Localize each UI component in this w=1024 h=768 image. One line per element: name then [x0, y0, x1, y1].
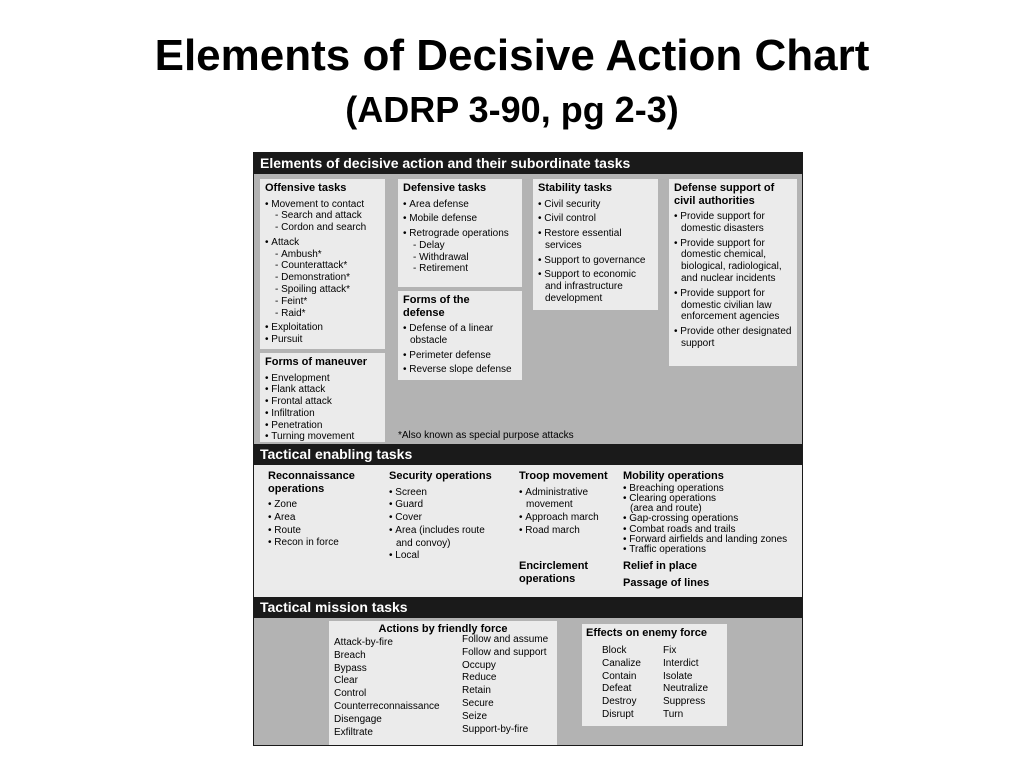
chart-header: Elements of decisive action and their subordinate tasks — [254, 153, 802, 174]
list-item: • Recon in force — [268, 537, 378, 550]
passage-of-lines-title: Passage of lines — [623, 576, 710, 589]
list-item: Interdict — [663, 657, 699, 669]
list-item: • Gap-crossing operations — [623, 514, 799, 524]
list-item: Retain — [462, 685, 491, 697]
list-item: • Frontal attack — [265, 396, 380, 408]
list-item: Turn — [663, 708, 684, 720]
list-item: Attack-by-fire — [334, 637, 393, 648]
enemy-force-title: Effects on enemy force — [586, 627, 708, 639]
list-item: Fix — [663, 645, 677, 656]
list-item: Disengage — [334, 713, 382, 725]
list-item: Seize — [462, 710, 488, 722]
list-item: • Road march — [519, 525, 619, 538]
list-item: • Area (includes route and convoy) — [389, 525, 492, 551]
list-item: Contain — [602, 670, 637, 682]
list-item: Breach — [334, 649, 366, 661]
list-item: • Movement to contact - Search and attack - Cordon and search — [265, 199, 380, 234]
tactical-mission-header: Tactical mission tasks — [254, 597, 802, 618]
list-item: • Attack - Ambush* - Counterattack* - Demonstration* - Spoiling attack* - Feint* - Raid* — [265, 237, 380, 320]
list-item: Reduce — [462, 672, 497, 684]
list-item: Follow and support — [462, 646, 547, 658]
relief-passage-group — [623, 560, 773, 593]
list-item: • Guard — [389, 499, 511, 512]
list-item: • Envelopment — [265, 373, 380, 385]
list-item: Follow and assume — [462, 634, 549, 645]
list-item: Control — [334, 688, 367, 700]
forms-of-maneuver-box — [260, 353, 385, 442]
list-item: • Local — [389, 550, 511, 563]
friendly-force-column-1 — [334, 637, 452, 739]
security-operations-group — [389, 470, 511, 563]
list-item: • Infiltration — [265, 408, 380, 420]
encirclement-operations-title: Encirclement operations — [519, 560, 589, 585]
stability-tasks-title: Stability tasks — [538, 182, 612, 194]
defensive-tasks-title: Defensive tasks — [403, 182, 487, 194]
list-item: • Screen — [389, 487, 511, 500]
tactical-enabling-band — [254, 465, 802, 597]
defensive-tasks-box — [398, 179, 522, 287]
troop-movement-title: Troop movement — [519, 470, 608, 482]
list-item: • Retrograde operations - Delay - Withdrawal - Retirement — [403, 228, 517, 275]
list-item: • Provide support for domestic civilian law enforcement agencies — [674, 288, 792, 323]
tactical-enabling-header: Tactical enabling tasks — [254, 444, 802, 465]
recon-operations-title: Reconnaissance operations — [268, 470, 355, 495]
list-item: Secure — [462, 697, 494, 709]
list-item: • Route — [268, 525, 378, 538]
offensive-tasks-title: Offensive tasks — [265, 182, 347, 194]
list-item: • Civil security — [538, 199, 653, 211]
list-item: • Traffic operations — [623, 545, 799, 555]
list-item: • Administrative movement — [519, 487, 610, 513]
list-item: Suppress — [663, 696, 706, 708]
list-item: • Exploitation — [265, 322, 380, 334]
list-item: • Civil control — [538, 213, 653, 225]
list-item: • Clearing operations (area and route) — [623, 494, 730, 515]
list-item: • Cover — [389, 512, 511, 525]
list-item: Disrupt — [602, 708, 634, 720]
list-item: Counterreconnaissance — [334, 700, 440, 712]
offensive-tasks-box — [260, 179, 385, 349]
list-item: • Zone — [268, 499, 378, 512]
list-item: • Area defense — [403, 199, 517, 211]
list-item: • Forward airfields and landing zones — [623, 535, 799, 545]
encirclement-operations-group — [519, 560, 611, 589]
list-item: • Reverse slope defense — [403, 364, 517, 376]
list-item: Isolate — [663, 670, 693, 682]
list-item: • Provide support for domestic disasters — [674, 211, 792, 235]
actions-by-friendly-force-box — [329, 621, 557, 745]
decisive-action-chart — [253, 152, 803, 746]
list-item: Bypass — [334, 662, 367, 674]
relief-in-place-title: Relief in place — [623, 560, 697, 572]
dsca-title: Defense support of civil authorities — [674, 182, 775, 207]
list-item: Support-by-fire — [462, 723, 529, 735]
footnote: *Also known as special purpose attacks — [398, 430, 574, 441]
defense-support-civil-authorities-box — [669, 179, 797, 366]
recon-operations-group — [268, 470, 378, 550]
friendly-force-column-2 — [462, 634, 557, 736]
list-item: • Support to economic and infrastructure development — [538, 269, 653, 304]
effects-on-enemy-force-box — [582, 624, 727, 726]
list-item: Clear — [334, 675, 358, 687]
list-item: Defeat — [602, 683, 632, 695]
list-item: • Provide other designated support — [674, 326, 792, 350]
list-item: Occupy — [462, 659, 496, 671]
list-item: Exfiltrate — [334, 726, 373, 738]
list-item: • Approach march — [519, 512, 619, 525]
forms-of-defense-box — [398, 291, 522, 380]
list-item: • Turning movement — [265, 431, 380, 443]
troop-movement-group — [519, 470, 619, 538]
list-item: • Flank attack — [265, 384, 380, 396]
mobility-operations-title: Mobility operations — [623, 470, 724, 482]
list-item: • Mobile defense — [403, 213, 517, 225]
list-item: • Pursuit — [265, 334, 380, 346]
security-operations-title: Security operations — [389, 470, 492, 482]
list-item: • Area — [268, 512, 378, 525]
list-item: • Penetration — [265, 420, 380, 432]
list-item: Neutralize — [663, 683, 709, 695]
mobility-operations-group — [623, 470, 799, 556]
friendly-force-title: Actions by friendly force — [378, 623, 508, 635]
list-item: • Combat roads and trails — [623, 525, 799, 535]
page-subtitle: (ADRP 3-90, pg 2-3) — [345, 89, 679, 130]
list-item: Destroy — [602, 696, 637, 708]
stability-tasks-box — [533, 179, 658, 310]
forms-of-defense-title: Forms of the defense — [403, 294, 470, 319]
forms-of-maneuver-title: Forms of maneuver — [265, 356, 368, 368]
list-item: • Restore essential services — [538, 228, 653, 252]
list-item: • Support to governance — [538, 255, 653, 267]
list-item: Canalize — [602, 657, 641, 669]
list-item: • Breaching operations — [623, 484, 799, 494]
enemy-force-column-2 — [663, 645, 725, 722]
enemy-force-column-1 — [602, 645, 662, 722]
page-title: Elements of Decisive Action Chart — [154, 31, 870, 80]
list-item: • Perimeter defense — [403, 350, 517, 362]
list-item: • Provide support for domestic chemical, biological, radiological, and nuclear incidents — [674, 238, 792, 285]
list-item: Block — [602, 645, 627, 656]
list-item: • Defense of a linear obstacle — [403, 323, 517, 347]
